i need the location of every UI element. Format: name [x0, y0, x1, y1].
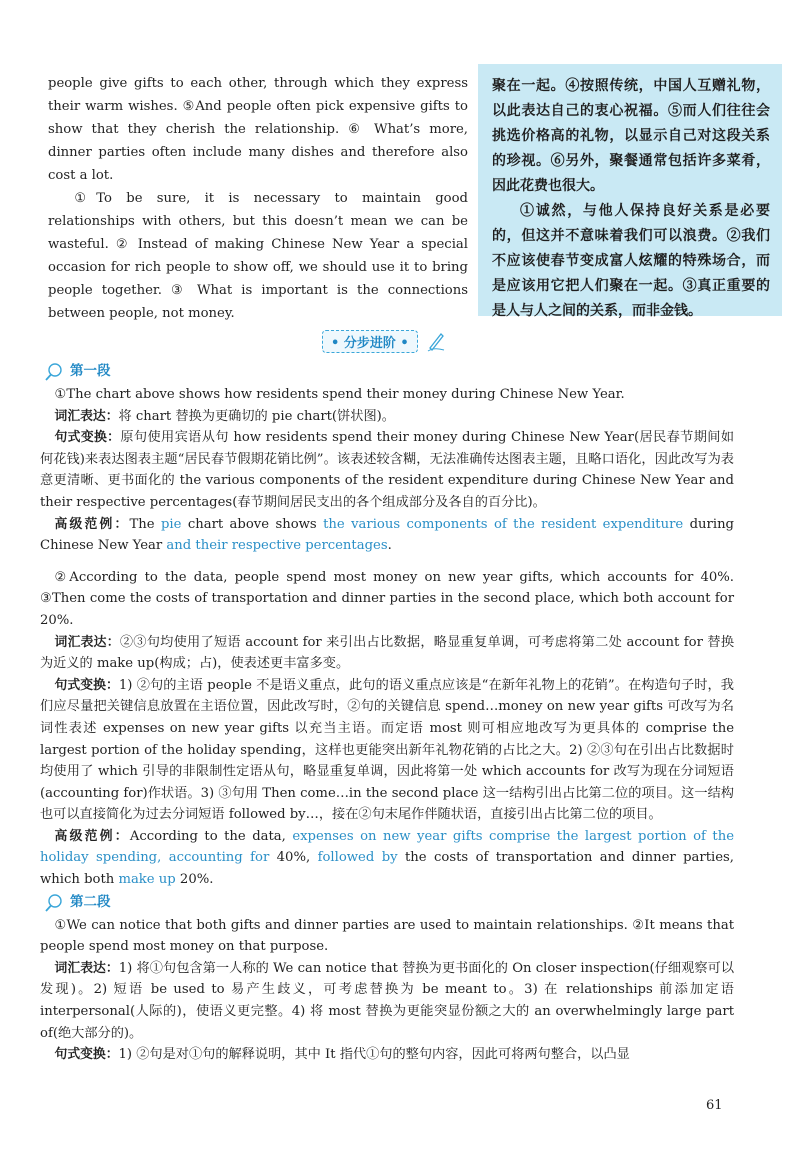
syntax-label: 句式变换： [54, 1047, 119, 1063]
example-text: . [387, 538, 392, 554]
english-paragraph: ①To be sure, it is necessary to maintain good relationships with others, but this doesn’t mean we can be wasteful. ② Instead of making Chinese New Year a special occasion for rich people to show off, we should use it to bring people together. ③ What is important is the connections between people, not money. [48, 191, 468, 321]
magnifier-icon [44, 893, 64, 913]
example-text: the costs of transportation and dinner parties, which both [40, 850, 734, 888]
example-label: 高级范例： [54, 828, 130, 844]
example-label: 高级范例： [54, 516, 130, 532]
original-sentence: ①We can notice that both gifts and dinner parties are used to maintain relationships. ②It means that people spend most money on that purpose. [40, 917, 734, 955]
section-title-label: • 分步进阶 • [322, 330, 418, 353]
vocab-note [40, 958, 734, 1044]
syntax-text: 1) ②句的主语 people 不是语义重点，此句的语义重点应该是“在新年礼物上的花销”。在构造句子时，我们应尽量把关键信息放置在主语位置，因此改写时，②句的关键信息 spend…money on new year gifts 可改写为名词性表述 expenses on new year gifts 以充当主语。而定语 most 则可相应地改写为更具体的 comprise the largest portion of the holiday spending，这样也更能突出新年礼物花销的占比之大。2) ②③句在引出占比数据时均使用了 which 引导的非限制性定语从句，略显重复单调，因此将第一处 which accounts for 改写为现在分词短语(accounting for)作状语。3) ③句用 Then come…in the second place 这一结构引出占比第二位的项目。这一结构也可以直接简化为过去分词短语 followed by…，接在②句末尾作伴随状语，直接引出占比第二位的项目。 [40, 677, 734, 823]
chinese-translation-box [478, 64, 782, 319]
syntax-label: 句式变换： [54, 430, 121, 446]
original-sentence: ①The chart above shows how residents spend their money during Chinese New Year. [54, 387, 625, 402]
syntax-note [40, 675, 734, 826]
top-section [48, 72, 770, 322]
vocab-note [40, 632, 734, 675]
vocab-label: 词汇表达： [54, 634, 120, 650]
example-highlight: the various components of the resident expenditure [323, 516, 684, 532]
example-text: 40%, [269, 850, 318, 866]
section-title [322, 330, 442, 352]
original-sentence: ②According to the data, people spend most money on new year gifts, which accounts for 40%. ③Then come the costs of transportation and dinner parties in the second place, which both account for 20%. [40, 569, 734, 628]
paragraph-heading-text: 第一段 [70, 363, 111, 380]
main-content [40, 360, 734, 1066]
chinese-paragraph: 聚在一起。④按照传统，中国人互赠礼物，以此表达自己的衷心祝福。⑤而人们往往会挑选价格高的礼物，以显示自己对这段关系的珍视。⑥另外，聚餐通常包括许多菜肴，因此花费也很大。 [492, 78, 770, 194]
syntax-label: 句式变换： [54, 677, 119, 693]
vocab-label: 词汇表达： [54, 408, 119, 424]
vocab-label: 词汇表达： [54, 960, 119, 976]
example-highlight: make up [118, 872, 176, 888]
model-sentence [40, 514, 734, 557]
magnifier-icon [44, 362, 64, 382]
vocab-note [40, 406, 734, 428]
vocab-text: 1) 将①句包含第一人称的 We can notice that 替换为更书面化的 On closer inspection(仔细观察可以发现)。2) 短语 be used to 易产生歧义，可考虑替换为 be meant to。3) 在 relationships 前添加定语 interpersonal(人际的)，使语义更完整。4) 将 most 替换为更能突显份额之大的 an overwhelmingly large part of(绝大部分的)。 [40, 960, 735, 1041]
example-text: The [129, 516, 161, 532]
example-highlight: pie [160, 516, 182, 532]
syntax-note [40, 1044, 734, 1066]
pen-icon [426, 330, 446, 352]
syntax-note [40, 427, 734, 513]
english-text-column [48, 72, 468, 325]
example-highlight: followed by [317, 850, 398, 866]
example-text: during Chinese New Year [40, 516, 734, 554]
syntax-text: 原句使用宾语从句 how residents spend their money during Chinese New Year(居民春节期间如何花钱)来表达图表主题“居民春节假期花销比例”。该表述较含糊，无法准确传达图表主题，且略口语化，因此改写为表意更清晰、更书面化的 the various components of the resident expenditure during Chinese New Year and their respective percentages(春节期间居民支出的各个组成部分及各自的百分比)。 [40, 430, 735, 510]
english-paragraph: people give gifts to each other, through which they express their warm wishes. ⑤And people often pick expensive gifts to show that they cherish the relationship. ⑥ What’s more, dinner parties often include many dishes and therefore also cost a lot. [48, 76, 468, 183]
page-number: 61 [706, 1098, 723, 1113]
syntax-text: 1) ②句是对①句的解释说明，其中 It 指代①句的整句内容，因此可将两句整合，以凸显 [118, 1047, 630, 1063]
example-text: 20%. [175, 872, 214, 888]
example-highlight: expenses on new year gifts comprise the largest portion of the holiday spending, accounting for [40, 828, 734, 866]
example-highlight: and their respective percentages [166, 538, 388, 554]
paragraph-heading-text: 第二段 [70, 893, 111, 910]
example-text: chart above shows [181, 516, 324, 532]
paragraph-heading [44, 360, 734, 384]
vocab-text: ②③句均使用了短语 account for 来引出占比数据，略显重复单调，可考虑将第二处 account for 替换为近义的 make up(构成；占)，使表述更丰富多变。 [40, 634, 735, 672]
paragraph-heading [44, 891, 734, 915]
chinese-paragraph: ①诚然，与他人保持良好关系是必要的，但这并不意味着我们可以浪费。②我们不应该使春节变成富人炫耀的特殊场合，而是应该用它把人们聚在一起。③真正重要的是人与人之间的关系，而非金钱。 [492, 203, 770, 319]
example-text: According to the data, [129, 828, 293, 844]
model-sentence [40, 826, 734, 891]
vocab-text: 将 chart 替换为更确切的 pie chart(饼状图)。 [118, 408, 395, 424]
